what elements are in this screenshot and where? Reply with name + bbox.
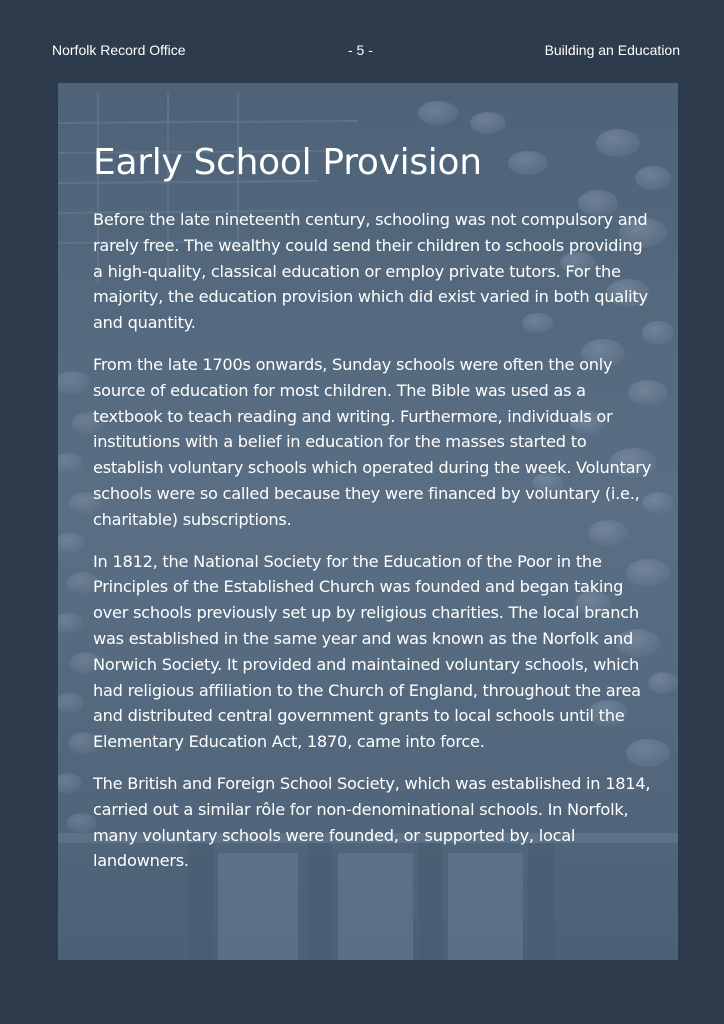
article-paragraph: From the late 1700s onwards, Sunday schools were often the only source of education for most children. The Bible was used as a textbook to teach reading and writing. Furthermore, individuals or institutions with a belief in education for the masses started to establish voluntary schools which operated during the week. Voluntary schools were so called because they were financed by voluntary (i.e., charitable) subscriptions. [93, 354, 652, 529]
article-paragraph: Before the late nineteenth century, schooling was not compulsory and rarely free. The wealthy could send their children to schools providing a high-quality, classical education or employ private tutors. For the majority, the education provision which did exist varied in both quality and quantity. [93, 210, 648, 333]
article-body [93, 139, 653, 890]
article-paragraph: In 1812, the National Society for the Education of the Poor in the Principles of the Established Church was founded and began taking over schools previously set up by religious charities. The local branch was established in the same year and was known as the Norfolk and Norwich Society. It provided and maintained voluntary schools, which had religious affiliation to the Church of England, throughout the area and distributed central government grants to local schools until the Elementary Education Act, 1870, came into force. [93, 551, 641, 752]
article-title: Early School Provision [93, 142, 482, 183]
header-publisher: Norfolk Record Office [52, 42, 186, 58]
page-header [52, 42, 680, 62]
header-section-title: Building an Education [544, 42, 680, 58]
page-number: - 5 - [348, 42, 373, 58]
content-panel [58, 83, 678, 960]
article-paragraph: The British and Foreign School Society, which was established in 1814, carried out a similar rôle for non-denominational schools. In Norfolk, many voluntary schools were founded, or supported by, local landowners. [93, 773, 651, 871]
